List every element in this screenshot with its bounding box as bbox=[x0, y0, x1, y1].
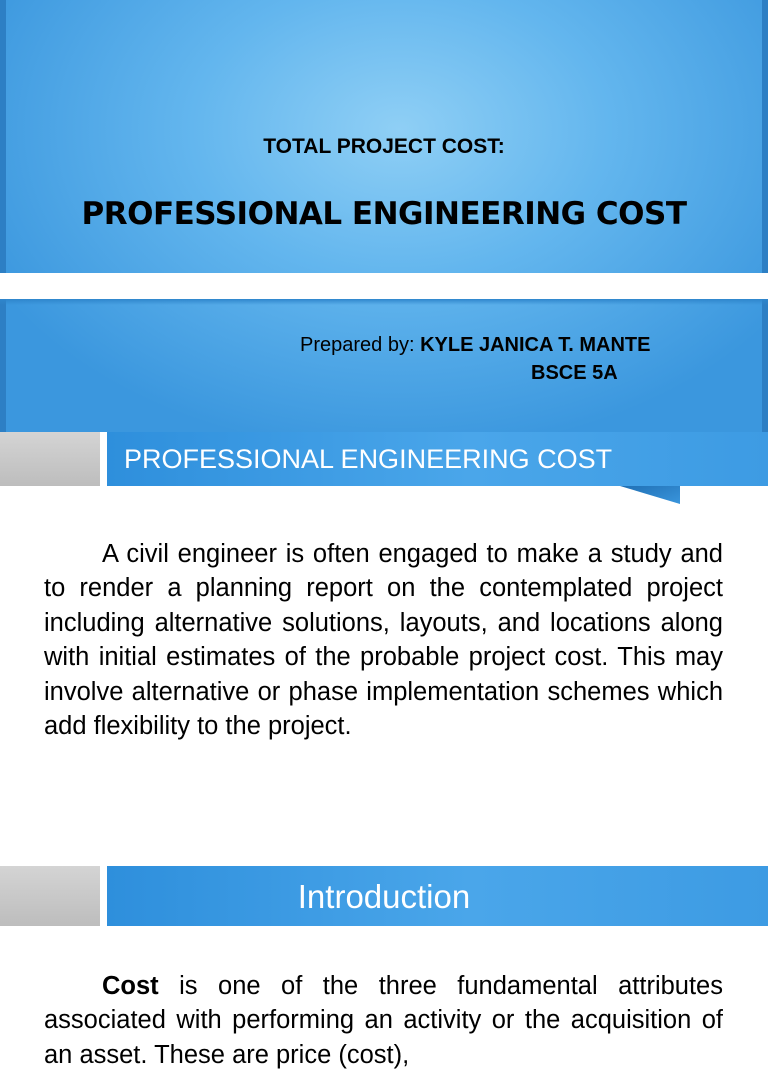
intro-keyword: Cost bbox=[102, 972, 159, 1000]
section-header-introduction bbox=[0, 866, 768, 944]
title-slide bbox=[0, 0, 768, 432]
section-header-professional-engineering-cost bbox=[0, 432, 768, 510]
header-gray-block bbox=[0, 432, 100, 486]
white-divider-band bbox=[0, 273, 768, 299]
slide-title: PROFESSIONAL ENGINEERING COST bbox=[0, 196, 768, 232]
header-ribbon-fold bbox=[620, 486, 680, 504]
section-header-label: PROFESSIONAL ENGINEERING COST bbox=[124, 432, 612, 486]
slide-subtitle: TOTAL PROJECT COST: bbox=[0, 135, 768, 159]
section-header-label: Introduction bbox=[0, 866, 768, 928]
body-paragraph: A civil engineer is often engaged to make a study and to render a planning report on the contemplated project including alternative solutions, layouts, and locations along with initial estimates of the probable project cost. This may involve alternative or phase implementation schemes which add flexibility to the project. bbox=[44, 537, 723, 744]
divider-shadow bbox=[0, 299, 768, 305]
intro-paragraph bbox=[44, 969, 723, 1072]
prepared-by-label: Prepared by: bbox=[300, 334, 420, 356]
author-course: BSCE 5A bbox=[531, 362, 618, 385]
author-name: KYLE JANICA T. MANTE bbox=[420, 334, 650, 356]
prepared-by bbox=[300, 334, 650, 357]
intro-text: is one of the three fundamental attributes associated with performing an activity or the acquisition of an asset. These are price (cost), bbox=[44, 972, 723, 1069]
